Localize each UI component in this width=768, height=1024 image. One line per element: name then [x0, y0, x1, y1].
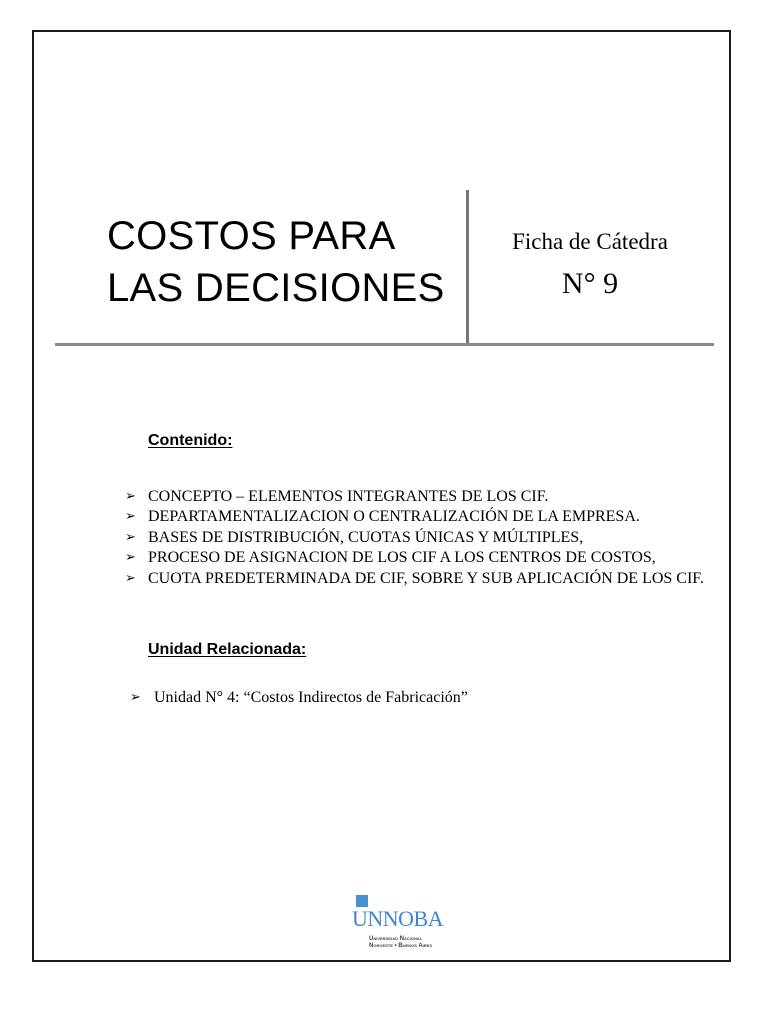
- unidad-list: [130, 688, 690, 708]
- document-title: [107, 210, 445, 314]
- list-item-text: Unidad N° 4: “Costos Indirectos de Fabricación”: [154, 689, 468, 706]
- arrow-bullet-icon: ➢: [125, 509, 136, 525]
- arrow-bullet-icon: ➢: [125, 529, 136, 545]
- list-item: [125, 487, 715, 507]
- logo-subtitle-1: Universidad Nacional: [369, 936, 423, 942]
- title-line-2: LAS DECISIONES: [107, 266, 445, 310]
- list-item-text: CONCEPTO – ELEMENTOS INTEGRANTES DE LOS CIF.: [148, 488, 549, 505]
- unidad-heading: Unidad Relacionada:: [148, 641, 307, 658]
- vertical-divider: [466, 190, 469, 344]
- header-rule: [55, 343, 714, 346]
- arrow-bullet-icon: ➢: [125, 550, 136, 566]
- list-item: [125, 569, 715, 589]
- logo-subtitle-2: Noroeste • Buenos Aires: [369, 943, 432, 949]
- arrow-bullet-icon: ➢: [130, 690, 141, 705]
- ficha-label: Ficha de Cátedra: [512, 229, 668, 254]
- contenido-list: [125, 487, 715, 589]
- list-item: [125, 548, 715, 568]
- contenido-heading: Contenido:: [148, 432, 233, 449]
- arrow-bullet-icon: ➢: [125, 489, 136, 504]
- unnoba-logo: [350, 895, 450, 955]
- title-line-1: COSTOS PARA: [107, 214, 396, 258]
- list-item-text: PROCESO DE ASIGNACION DE LOS CIF A LOS CENTROS DE COSTOS,: [148, 549, 656, 567]
- ficha-number: N° 9: [561, 267, 619, 300]
- list-item-text: CUOTA PREDETERMINADA DE CIF, SOBRE Y SUB APLICACIÓN DE LOS CIF.: [148, 569, 704, 587]
- list-item: [125, 528, 715, 548]
- list-item: [130, 688, 690, 708]
- list-item-text: DEPARTAMENTALIZACION O CENTRALIZACIÓN DE LA EMPRESA.: [148, 508, 640, 526]
- arrow-bullet-icon: ➢: [125, 570, 136, 586]
- list-item-text: BASES DE DISTRIBUCIÓN, CUOTAS ÚNICAS Y MÚLTIPLES,: [148, 528, 584, 546]
- list-item: [125, 507, 715, 527]
- logo-name: UNNOBA: [352, 906, 444, 931]
